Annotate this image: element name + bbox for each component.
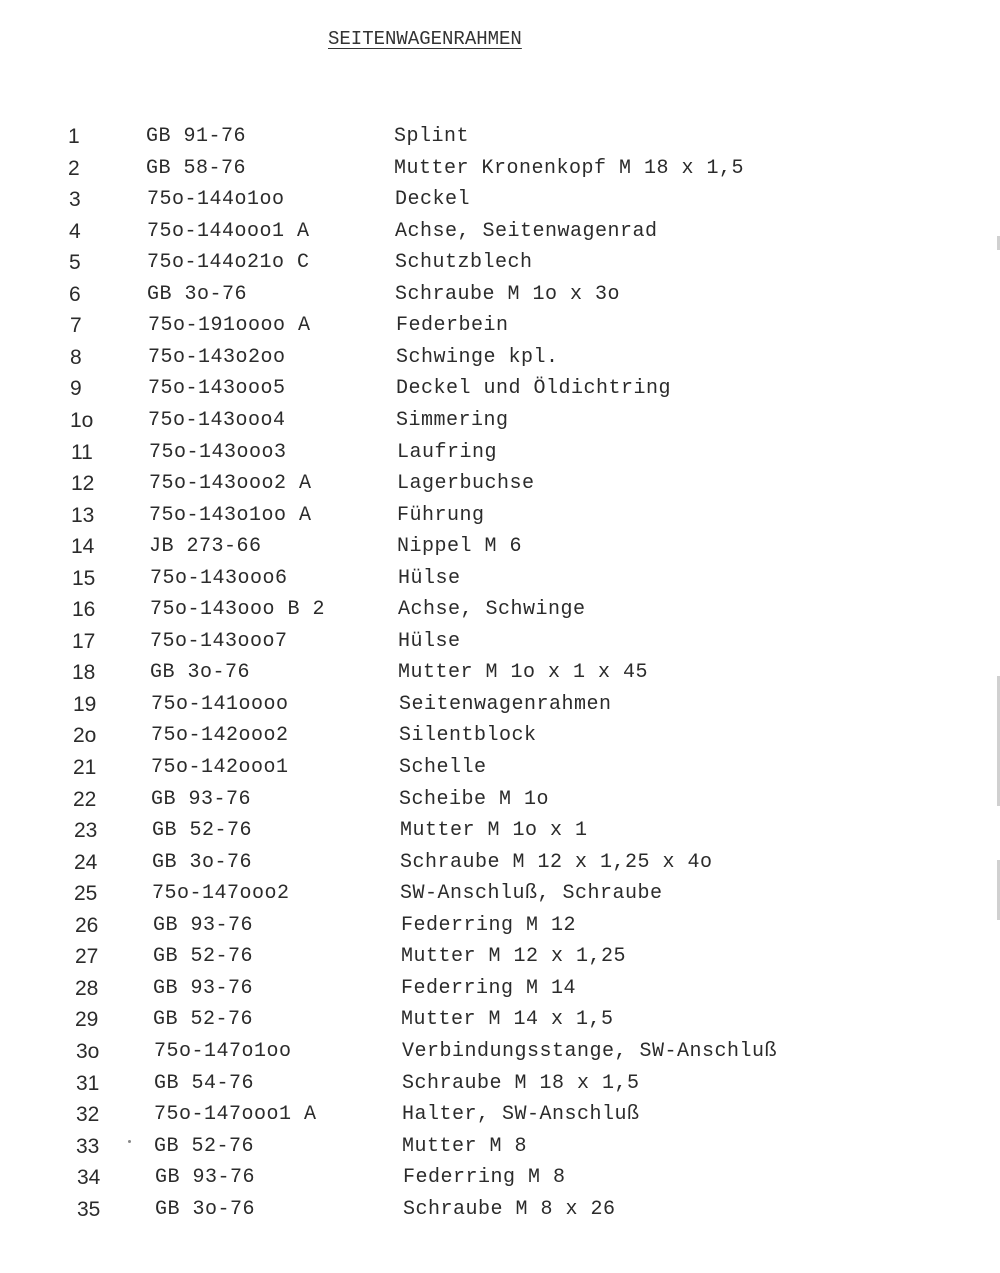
part-code: 75o-144ooo1 A	[147, 220, 310, 243]
part-description: Hülse	[398, 630, 461, 653]
part-description: Schraube M 18 x 1,5	[402, 1072, 640, 1095]
part-row	[76, 1037, 976, 1067]
part-description: Nippel M 6	[397, 535, 523, 558]
part-code: GB 58-76	[146, 157, 247, 180]
part-code: GB 3o-76	[147, 283, 248, 306]
part-code: 75o-144o1oo	[147, 188, 285, 211]
part-number: 3o	[76, 1040, 100, 1063]
part-number: 14	[71, 535, 95, 558]
part-code: GB 54-76	[154, 1072, 255, 1095]
part-code: GB 93-76	[153, 914, 254, 937]
part-row	[77, 1195, 977, 1225]
part-row	[73, 753, 973, 783]
part-description: Halter, SW-Anschluß	[402, 1103, 640, 1126]
part-row	[75, 1005, 975, 1035]
part-description: Mutter M 14 x 1,5	[401, 1008, 614, 1031]
part-row	[75, 942, 975, 972]
part-code: GB 52-76	[152, 819, 253, 842]
part-number: 21	[73, 756, 97, 779]
part-row	[69, 217, 969, 247]
part-number: 34	[77, 1166, 101, 1189]
part-row	[77, 1163, 977, 1193]
part-row	[71, 532, 971, 562]
part-description: Federbein	[396, 314, 509, 337]
part-code: GB 91-76	[146, 125, 247, 148]
part-code: GB 52-76	[154, 1135, 255, 1158]
part-code: GB 3o-76	[155, 1198, 256, 1221]
part-number: 18	[72, 661, 96, 684]
part-code: 75o-143ooo7	[150, 630, 288, 653]
part-description: Mutter M 12 x 1,25	[401, 945, 627, 968]
part-description: Federring M 12	[401, 914, 577, 937]
part-description: Lagerbuchse	[397, 472, 535, 495]
part-description: Deckel und Öldichtring	[396, 377, 672, 400]
part-code: 75o-191oooo A	[148, 314, 311, 337]
part-row	[73, 690, 973, 720]
part-description: Schraube M 12 x 1,25 x 4o	[400, 851, 713, 874]
part-number: 6	[69, 283, 81, 306]
part-row	[72, 658, 972, 688]
part-number: 4	[69, 220, 81, 243]
part-row	[75, 974, 975, 1004]
part-row	[69, 185, 969, 215]
part-number: 15	[72, 567, 96, 590]
part-row	[68, 122, 968, 152]
part-number: 11	[71, 441, 93, 464]
part-code: GB 93-76	[155, 1166, 256, 1189]
part-code: GB 52-76	[153, 945, 254, 968]
part-number: 32	[76, 1103, 100, 1126]
part-row	[70, 374, 970, 404]
part-number: 17	[72, 630, 96, 653]
part-code: 75o-141oooo	[151, 693, 289, 716]
part-description: Federring M 14	[401, 977, 577, 1000]
part-description: Mutter M 1o x 1	[400, 819, 588, 842]
part-row	[74, 816, 974, 846]
scan-speck	[128, 1140, 131, 1143]
part-code: 75o-144o21o C	[147, 251, 310, 274]
part-number: 28	[75, 977, 99, 1000]
part-number: 2o	[73, 724, 97, 747]
part-description: Achse, Schwinge	[398, 598, 586, 621]
part-number: 8	[70, 346, 82, 369]
part-number: 27	[75, 945, 99, 968]
part-number: 5	[69, 251, 81, 274]
part-description: Seitenwagenrahmen	[399, 693, 612, 716]
part-code: GB 3o-76	[152, 851, 253, 874]
part-number: 13	[71, 504, 95, 527]
part-description: Hülse	[398, 567, 461, 590]
part-row	[72, 564, 972, 594]
part-number: 9	[70, 377, 82, 400]
part-code: 75o-142ooo2	[151, 724, 289, 747]
part-number: 2	[68, 157, 80, 180]
part-number: 33	[76, 1135, 100, 1158]
part-description: SW-Anschluß, Schraube	[400, 882, 663, 905]
part-description: Führung	[397, 504, 485, 527]
part-row	[71, 501, 971, 531]
part-code: 75o-143ooo B 2	[150, 598, 326, 621]
part-description: Verbindungsstange, SW-Anschluß	[402, 1040, 778, 1063]
part-row	[76, 1100, 976, 1130]
part-row	[69, 280, 969, 310]
part-code: GB 93-76	[151, 788, 252, 811]
part-number: 1	[68, 125, 80, 148]
part-row	[76, 1069, 976, 1099]
part-row	[68, 154, 968, 184]
part-description: Schraube M 1o x 3o	[395, 283, 621, 306]
part-row	[70, 406, 970, 436]
part-description: Mutter M 8	[402, 1135, 528, 1158]
part-number: 7	[70, 314, 82, 337]
part-code: 75o-147ooo2	[152, 882, 290, 905]
part-description: Splint	[394, 125, 470, 148]
part-description: Schelle	[399, 756, 487, 779]
part-row	[70, 343, 970, 373]
part-description: Schraube M 8 x 26	[403, 1198, 616, 1221]
part-description: Laufring	[397, 441, 498, 464]
part-code: 75o-143ooo2 A	[149, 472, 312, 495]
part-code: GB 3o-76	[150, 661, 251, 684]
part-description: Federring M 8	[403, 1166, 566, 1189]
part-number: 25	[74, 882, 98, 905]
part-number: 24	[74, 851, 98, 874]
part-row	[71, 469, 971, 499]
part-code: 75o-147o1oo	[154, 1040, 292, 1063]
part-number: 19	[73, 693, 97, 716]
part-row	[74, 848, 974, 878]
part-number: 12	[71, 472, 95, 495]
part-description: Silentblock	[399, 724, 537, 747]
part-code: 75o-147ooo1 A	[154, 1103, 317, 1126]
part-description: Deckel	[395, 188, 471, 211]
part-code: GB 93-76	[153, 977, 254, 1000]
part-description: Mutter M 1o x 1 x 45	[398, 661, 649, 684]
part-code: 75o-143ooo5	[148, 377, 286, 400]
part-row	[73, 721, 973, 751]
part-row	[70, 311, 970, 341]
part-row	[76, 1132, 976, 1162]
part-number: 23	[74, 819, 98, 842]
part-row	[72, 627, 972, 657]
part-number: 22	[73, 788, 97, 811]
part-code: JB 273-66	[149, 535, 262, 558]
part-number: 26	[75, 914, 99, 937]
part-row	[71, 438, 971, 468]
part-number: 1o	[70, 409, 94, 432]
part-number: 3	[69, 188, 81, 211]
part-description: Achse, Seitenwagenrad	[395, 220, 658, 243]
part-description: Simmering	[396, 409, 509, 432]
part-code: 75o-143ooo4	[148, 409, 286, 432]
document-title: SEITENWAGENRAHMEN	[328, 28, 522, 50]
part-number: 35	[77, 1198, 101, 1221]
part-code: GB 52-76	[153, 1008, 254, 1031]
part-row	[74, 879, 974, 909]
part-row	[75, 911, 975, 941]
part-code: 75o-143o2oo	[148, 346, 286, 369]
part-description: Schwinge kpl.	[396, 346, 559, 369]
part-description: Schutzblech	[395, 251, 533, 274]
part-row	[73, 785, 973, 815]
part-row	[72, 595, 972, 625]
part-number: 16	[72, 598, 96, 621]
part-code: 75o-143ooo6	[150, 567, 288, 590]
part-row	[69, 248, 969, 278]
part-code: 75o-143ooo3	[149, 441, 287, 464]
part-code: 75o-142ooo1	[151, 756, 289, 779]
part-description: Mutter Kronenkopf M 18 x 1,5	[394, 157, 745, 180]
part-description: Scheibe M 1o	[399, 788, 550, 811]
part-number: 31	[76, 1072, 100, 1095]
part-number: 29	[75, 1008, 99, 1031]
part-code: 75o-143o1oo A	[149, 504, 312, 527]
